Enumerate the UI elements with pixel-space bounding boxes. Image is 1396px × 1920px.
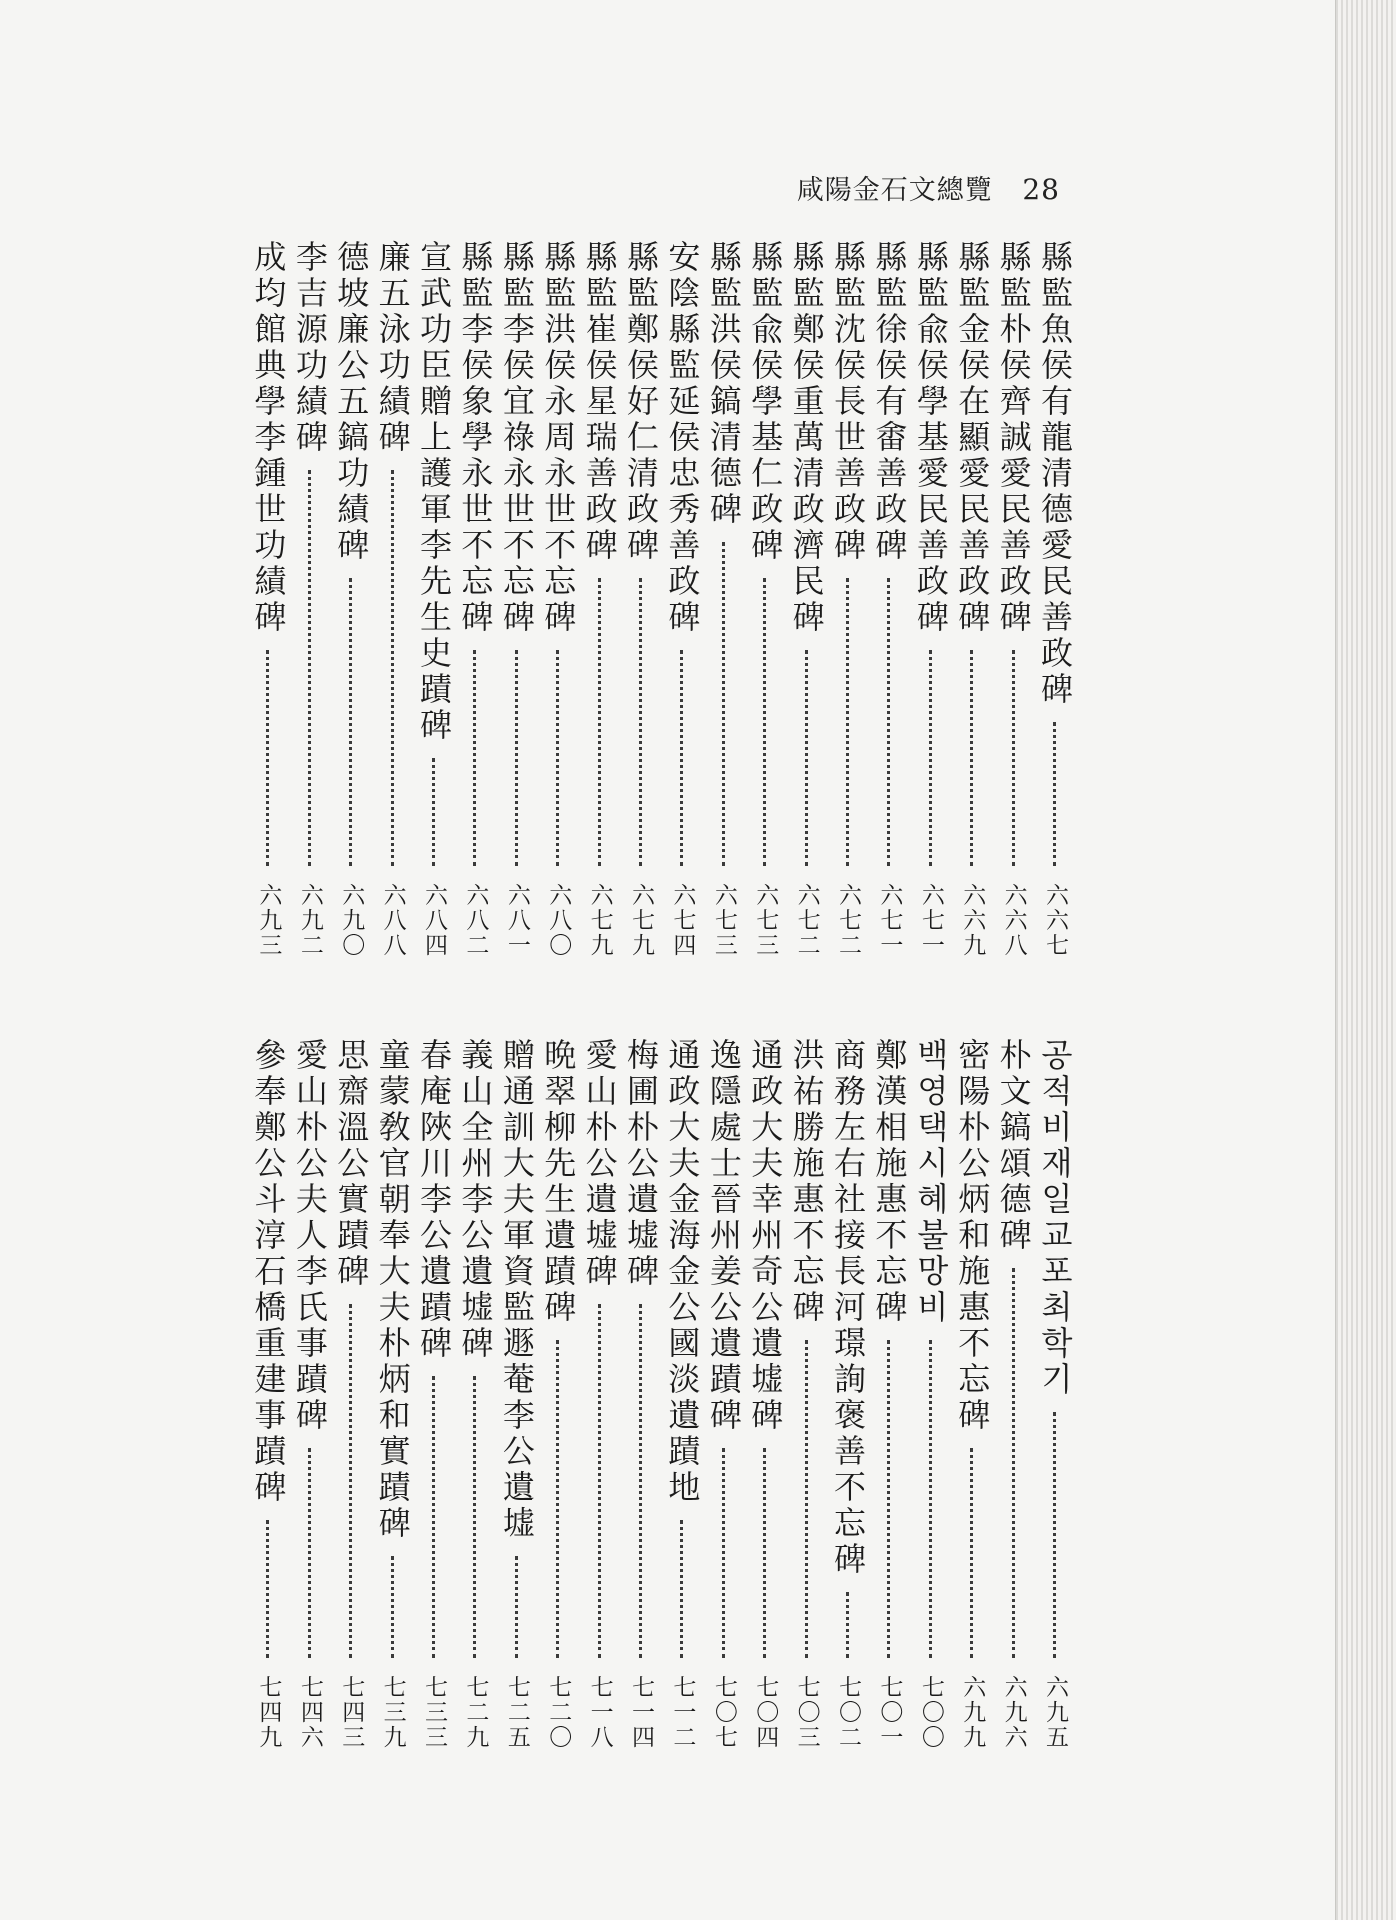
toc-entry-title: 愛山朴公遺墟碑 bbox=[580, 1038, 619, 1290]
toc-entry-page-number: 七二五 bbox=[503, 1675, 530, 1750]
dot-leader bbox=[473, 650, 476, 866]
toc-entry-page-number: 七一八 bbox=[586, 1675, 613, 1750]
dot-leader bbox=[266, 650, 269, 866]
toc-entry-page-number: 六七二 bbox=[793, 883, 820, 958]
toc-entry-title: 縣監徐侯有畬善政碑 bbox=[870, 240, 909, 564]
toc-entry-page-number: 六七二 bbox=[835, 883, 861, 958]
toc-entry-title: 德坡廉公五鎬功績碑 bbox=[332, 240, 371, 564]
toc-entry-title: 縣監兪侯學基愛民善政碑 bbox=[911, 240, 950, 636]
dot-leader bbox=[1012, 650, 1015, 866]
dot-leader bbox=[515, 1556, 518, 1658]
toc-entry-page-number: 七四三 bbox=[338, 1675, 365, 1750]
dot-leader bbox=[598, 1304, 601, 1658]
dot-leader bbox=[805, 1340, 808, 1658]
dot-leader bbox=[432, 758, 435, 866]
toc-entry-title: 廉五泳功績碑 bbox=[373, 240, 412, 456]
toc-entry bbox=[243, 1038, 293, 1750]
toc-entry-page-number: 六七一 bbox=[876, 883, 903, 958]
toc-entry-title: 공적비재일교포최학기 bbox=[1036, 1038, 1074, 1398]
toc-entry-title: 成均館典學李鍾世功績碑 bbox=[249, 240, 288, 636]
toc-entry-title: 密陽朴公炳和施惠不忘碑 bbox=[953, 1038, 992, 1434]
toc-entry-page-number: 六九二 bbox=[296, 883, 323, 958]
toc-entry-page-number: 六九六 bbox=[1000, 1675, 1027, 1750]
dot-leader bbox=[556, 650, 559, 866]
toc-entry-title: 洪祐勝施惠不忘碑 bbox=[787, 1038, 826, 1326]
dot-leader bbox=[266, 1520, 269, 1658]
toc-entry-page-number: 七四六 bbox=[296, 1675, 323, 1750]
toc-entry-title: 縣監魚侯有龍清德愛民善政碑 bbox=[1036, 240, 1074, 708]
toc-entry-page-number: 六七一 bbox=[917, 883, 944, 958]
toc-entry-page-number: 六八〇 bbox=[545, 883, 572, 958]
toc-entry-page-number: 七〇四 bbox=[752, 1675, 779, 1750]
toc-entry-page-number: 七一二 bbox=[669, 1675, 696, 1750]
toc-entry-title: 鄭漢相施惠不忘碑 bbox=[870, 1038, 909, 1326]
toc-entry-title: 縣監李侯象學永世不忘碑 bbox=[456, 240, 495, 636]
toc-entry-page-number: 六九五 bbox=[1042, 1675, 1068, 1750]
dot-leader bbox=[722, 1448, 725, 1658]
toc-entry-page-number: 七〇七 bbox=[710, 1675, 737, 1750]
toc-entry-page-number: 六七三 bbox=[752, 883, 779, 958]
dot-leader bbox=[639, 578, 642, 866]
toc-entry-page-number: 六七九 bbox=[628, 883, 654, 958]
toc-entry-page-number: 七〇三 bbox=[793, 1675, 820, 1750]
dot-leader bbox=[887, 1340, 890, 1658]
dot-leader bbox=[556, 1340, 559, 1658]
dot-leader bbox=[598, 578, 601, 866]
toc-entry-page-number: 七四九 bbox=[255, 1675, 282, 1750]
toc-entry-title: 梅圃朴公遺墟碑 bbox=[622, 1038, 660, 1290]
toc-entry-page-number: 七〇〇 bbox=[917, 1675, 944, 1750]
running-header bbox=[797, 168, 1060, 207]
toc-entry-page-number: 六七九 bbox=[586, 883, 613, 958]
toc-entry-page-number: 六八四 bbox=[421, 883, 447, 958]
dot-leader bbox=[887, 578, 890, 866]
dot-leader bbox=[515, 650, 518, 866]
toc-entry-page-number: 六七四 bbox=[669, 883, 696, 958]
dot-leader bbox=[805, 650, 808, 866]
toc-entry-title: 朴文鎬頌德碑 bbox=[994, 1038, 1033, 1254]
toc-entry-page-number: 六六九 bbox=[959, 883, 986, 958]
toc-entry-page-number: 六七三 bbox=[710, 883, 737, 958]
dot-leader bbox=[970, 1448, 973, 1658]
toc-entry-page-number: 六九〇 bbox=[338, 883, 365, 958]
toc-entry-page-number: 七三三 bbox=[421, 1675, 447, 1750]
dot-leader bbox=[680, 1520, 683, 1658]
toc-entry-title: 李吉源功績碑 bbox=[290, 240, 329, 456]
toc-entry-title: 縣監金侯在顯愛民善政碑 bbox=[953, 240, 992, 636]
toc-entry bbox=[243, 240, 293, 958]
toc-entry-page-number: 六九三 bbox=[255, 883, 282, 958]
toc-entry-page-number: 七三九 bbox=[379, 1675, 406, 1750]
toc-entry-title: 通政大夫幸州奇公遺墟碑 bbox=[746, 1038, 785, 1434]
toc-entry-title: 縣監洪侯永周永世不忘碑 bbox=[539, 240, 578, 636]
toc-entry-title: 參奉鄭公斗淳石橋重建事蹟碑 bbox=[249, 1038, 288, 1506]
dot-leader bbox=[308, 470, 311, 866]
dot-leader bbox=[722, 542, 725, 866]
toc-block-bottom bbox=[242, 1038, 1080, 1750]
dot-leader bbox=[846, 578, 849, 866]
toc-entry-page-number: 六八二 bbox=[462, 883, 489, 958]
toc-entry-page-number: 七二九 bbox=[462, 1675, 489, 1750]
toc-entry-page-number: 六八一 bbox=[503, 883, 530, 958]
toc-entry-title: 宣武功臣贈上護軍李先生史蹟碑 bbox=[415, 240, 453, 744]
dot-leader bbox=[763, 1448, 766, 1658]
toc-entry-title: 愛山朴公夫人李氏事蹟碑 bbox=[290, 1038, 329, 1434]
toc-entry-title: 童蒙敎官朝奉大夫朴炳和實蹟碑 bbox=[373, 1038, 412, 1542]
toc-entry-title: 백영택시혜불망비 bbox=[911, 1038, 950, 1326]
toc-entry-title: 縣監朴侯齊誠愛民善政碑 bbox=[994, 240, 1033, 636]
toc-entry-page-number: 七一四 bbox=[628, 1675, 654, 1750]
dot-leader bbox=[1012, 1268, 1015, 1658]
toc-entry-page-number: 七〇二 bbox=[835, 1675, 861, 1750]
toc-block-top bbox=[242, 240, 1080, 958]
toc-entry-page-number: 六九九 bbox=[959, 1675, 986, 1750]
toc-entry-title: 義山全州李公遺墟碑 bbox=[456, 1038, 495, 1362]
dot-leader bbox=[391, 1556, 394, 1658]
dot-leader bbox=[970, 650, 973, 866]
book-title: 咸陽金石文總覽 bbox=[796, 175, 993, 206]
toc-entry-title: 春庵陜川李公遺蹟碑 bbox=[415, 1038, 453, 1362]
dot-leader bbox=[680, 650, 683, 866]
toc-entry-title: 縣監洪侯鎬清德碑 bbox=[704, 240, 743, 528]
dot-leader bbox=[846, 1592, 849, 1658]
page-number: 28 bbox=[1022, 173, 1060, 206]
toc-entry-page-number: 六六八 bbox=[1000, 883, 1027, 958]
toc-entry-title: 縣監鄭侯重萬清政濟民碑 bbox=[787, 240, 826, 636]
toc-entry-title: 思齋溫公實蹟碑 bbox=[332, 1038, 371, 1290]
dot-leader bbox=[639, 1304, 642, 1658]
toc-entry-title: 縣監李侯宜祿永世不忘碑 bbox=[497, 240, 536, 636]
dot-leader bbox=[391, 470, 394, 866]
toc-entry-title: 縣監沈侯長世善政碑 bbox=[829, 240, 867, 564]
toc-entry-title: 縣監鄭侯好仁清政碑 bbox=[622, 240, 660, 564]
dot-leader bbox=[432, 1376, 435, 1658]
page-edge bbox=[1335, 0, 1396, 1920]
dot-leader bbox=[1053, 1412, 1056, 1658]
toc-entry-page-number: 七二〇 bbox=[545, 1675, 572, 1750]
toc-entry-title: 縣監崔侯星瑞善政碑 bbox=[580, 240, 619, 564]
dot-leader bbox=[763, 578, 766, 866]
toc-entry-page-number: 七〇一 bbox=[876, 1675, 903, 1750]
dot-leader bbox=[308, 1448, 311, 1658]
toc-entry-title: 晩翠柳先生遺蹟碑 bbox=[539, 1038, 578, 1326]
toc-entry-page-number: 六六七 bbox=[1042, 883, 1068, 958]
toc-entry-title: 安陰縣監延侯忠秀善政碑 bbox=[663, 240, 702, 636]
dot-leader bbox=[929, 1340, 932, 1658]
dot-leader bbox=[929, 650, 932, 866]
dot-leader bbox=[473, 1376, 476, 1658]
dot-leader bbox=[349, 1304, 352, 1658]
toc-entry-title: 通政大夫金海金公國淡遺蹟地 bbox=[663, 1038, 702, 1506]
toc-entry-title: 商務左右社接長河璟詢褒善不忘碑 bbox=[829, 1038, 867, 1578]
dot-leader bbox=[1053, 722, 1056, 866]
toc-entry-title: 縣監兪侯學基仁政碑 bbox=[746, 240, 785, 564]
toc-entry-title: 贈通訓大夫軍資監遯菴李公遺墟 bbox=[497, 1038, 536, 1542]
dot-leader bbox=[349, 578, 352, 866]
toc-entry-page-number: 六八八 bbox=[379, 883, 406, 958]
toc-entry-title: 逸隱處士晉州姜公遺蹟碑 bbox=[704, 1038, 743, 1434]
